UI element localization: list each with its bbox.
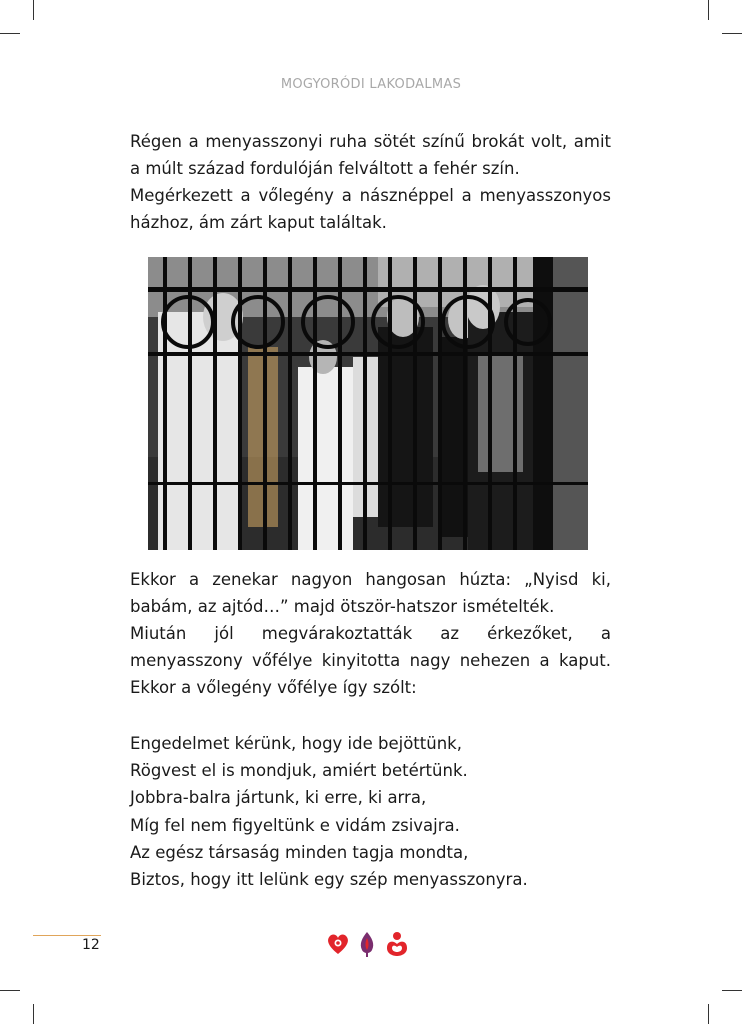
running-title: MOGYORÓDI LAKODALMAS <box>280 77 462 92</box>
wedding-gate-photo <box>148 257 588 550</box>
crop-mark <box>722 33 742 34</box>
paragraph: Miután jól megvárakoztatták az érkezőket, a menyasszony vőfélye kinyitotta nagy nehezen a kaput. Ekkor a vőlegény vőfélye így szólt: <box>130 624 611 697</box>
crop-mark <box>708 0 709 20</box>
paragraph: Régen a menyasszonyi ruha sötét színű brokát volt, amit a múlt század fordulóján felváltott a fehér szín. <box>130 132 611 178</box>
crop-mark <box>33 0 34 20</box>
footer-rule <box>33 935 101 936</box>
paragraph: Megérkezett a vőlegény a násznéppel a menyasszonyos házhoz, ám zárt kaput találtak. <box>130 186 611 232</box>
tulip-ornament-icon <box>356 930 378 958</box>
poem <box>130 730 611 893</box>
crop-mark <box>0 33 20 34</box>
poem-line: Biztos, hogy itt lelünk egy szép menyasszonyra. <box>130 870 528 890</box>
crop-mark <box>722 990 742 991</box>
poem-line: Rögvest el is mondjuk, amiért betértünk. <box>130 761 468 781</box>
crop-mark <box>33 1004 34 1024</box>
crop-mark <box>0 990 20 991</box>
page-number: 12 <box>82 937 100 953</box>
flower-ornament-icon <box>384 930 410 958</box>
paragraph: Ekkor a zenekar nagyon hangosan húzta: „Nyisd ki, babám, az ajtód…” majd ötször-hatszor ismételték. <box>130 570 611 616</box>
poem-line: Míg fel nem figyeltünk e vidám zsivajra. <box>130 815 460 835</box>
poem-line: Az egész társaság minden tagja mondta, <box>130 842 469 862</box>
heart-ornament-icon <box>326 930 350 956</box>
crop-mark <box>708 1004 709 1024</box>
body-text <box>130 566 611 701</box>
folk-ornaments <box>326 930 412 960</box>
photo-illustration <box>148 257 588 550</box>
poem-line: Engedelmet kérünk, hogy ide bejöttünk, <box>130 734 462 753</box>
intro-text <box>130 128 611 236</box>
poem-line: Jobbra-balra jártunk, ki erre, ki arra, <box>130 788 427 808</box>
